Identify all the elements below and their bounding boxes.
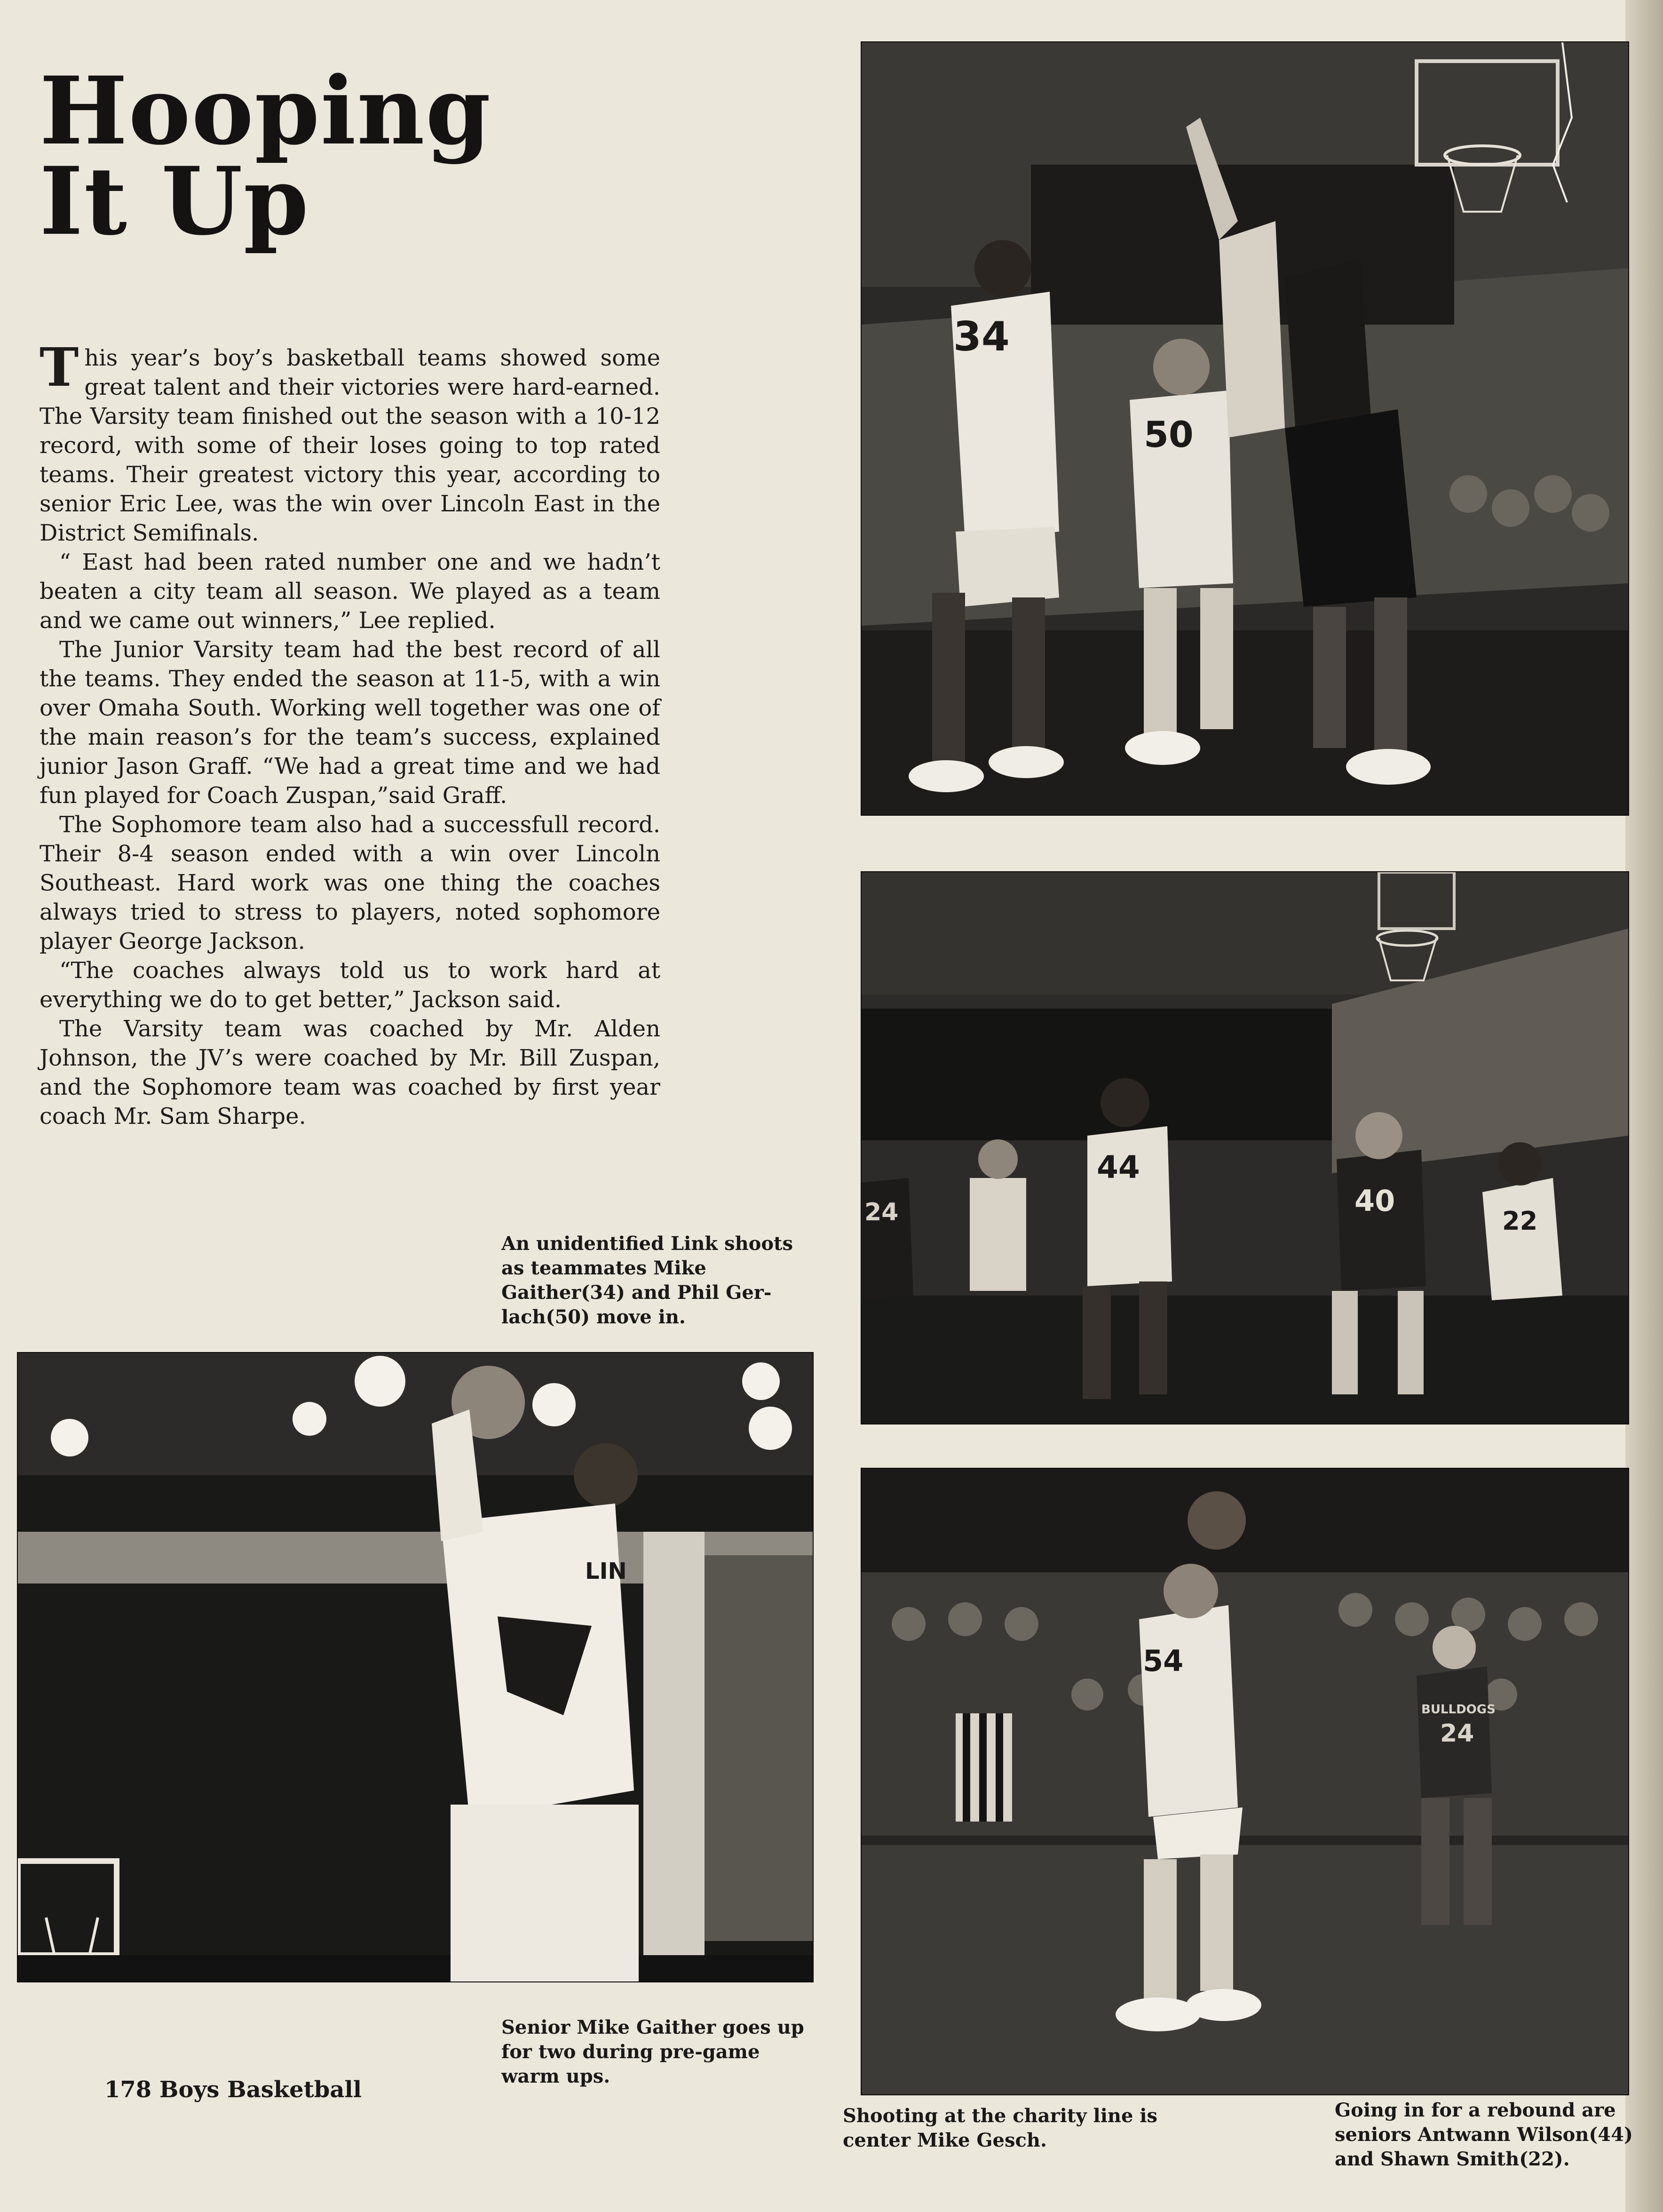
caption-line: center Mike Gesch. [843,2129,1047,2151]
photo-free-throw-image [862,1469,1628,2094]
jersey-number-50: 50 [1144,414,1194,455]
story-paragraph: “The coaches always told us to work hard at everything we do to get better,” Jackson said. [40,957,660,1013]
jersey-number-44: 44 [1097,1149,1140,1186]
caption-line: Gaither(34) and Phil Ger- [501,1281,772,1304]
photo-warmup [17,1352,814,1982]
jersey-number-40: 40 [1354,1184,1395,1218]
opponent-jersey-team: BULLDOGS [1421,1703,1496,1717]
photo-layup [861,41,1629,816]
story-body [40,337,660,1131]
section-name: Boys Basketball [159,2077,362,2103]
photo-rebound [861,871,1629,1424]
caption-line: An unidentified Link shoots [501,1233,793,1255]
jersey-number-22: 22 [1502,1206,1538,1236]
page-folio [104,2077,362,2103]
jersey-number-34: 34 [953,313,1010,360]
caption-line: seniors Antwann Wilson(44) [1335,2124,1633,2146]
jersey-number-24: 24 [864,1198,899,1226]
caption-line: and Shawn Smith(22). [1335,2148,1570,2170]
caption-line: as teammates Mike [501,1257,706,1279]
photo-warmup-image [18,1353,813,1981]
caption-free-throw [843,2104,1157,2153]
photo-rebound-image [862,872,1628,1424]
warmup-shirt-lettering: LIN [585,1558,627,1584]
story-paragraph: The Sophomore team also had a successfull record. Their 8-4 season ended with a win over Lincoln Southeast. Hard work was one thing the coaches always tried to stress to players, noted sophomore player George Jackson. [40,812,660,955]
headline [40,56,492,256]
page-edge-shadow [1625,0,1663,2212]
story-paragraph: The Varsity team was coached by Mr. Alden Johnson, the JV’s were coached by Mr. Bill Zuspan, and the Sophomore team was coached by first year coach Mr. Sam Sharpe. [40,1016,660,1130]
story-paragraph-text: his year’s boy’s basketball teams showed some great talent and their victories were hard-earned. The Varsity team finished out the season with a 10-12 record, with some of their loses going to top rated teams. Their greatest victory this year, according to senior Eric Lee, was the win over Lincoln East in the District Semifinals. [40,345,660,546]
caption-line: Senior Mike Gaither goes up [501,2016,804,2038]
caption-rebound [1335,2098,1633,2172]
caption-warmup [501,2015,804,2089]
page-number: 178 [104,2077,152,2103]
caption-line: Going in for a rebound are [1335,2099,1616,2121]
headline-line-2: It Up [40,146,310,256]
photo-free-throw [861,1468,1629,2095]
caption-line: warm ups. [501,2065,610,2087]
caption-layup [501,1232,793,1329]
jersey-number-54: 54 [1143,1644,1184,1678]
opponent-jersey-number: 24 [1440,1719,1474,1748]
story-paragraph [40,337,660,548]
story-paragraph: “ East had been rated number one and we hadn’t beaten a city team all season. We played as a team and we came out winners,” Lee replied. [40,549,660,634]
caption-line: lach(50) move in. [501,1306,686,1328]
headline-line-1: Hooping [40,56,492,166]
caption-line: Shooting at the charity line is [843,2105,1158,2127]
drop-cap: T [40,337,79,398]
photo-layup-image [862,42,1628,815]
caption-line: for two during pre-game [501,2041,760,2063]
story-paragraph: The Junior Varsity team had the best record of all the teams. They ended the season at 11-5, with a win over Omaha South. Working well together was one of the main reason’s for the team’s success, explained junior Jason Graff. “We had a great time and we had fun played for Coach Zuspan,”said Graff. [40,637,660,809]
